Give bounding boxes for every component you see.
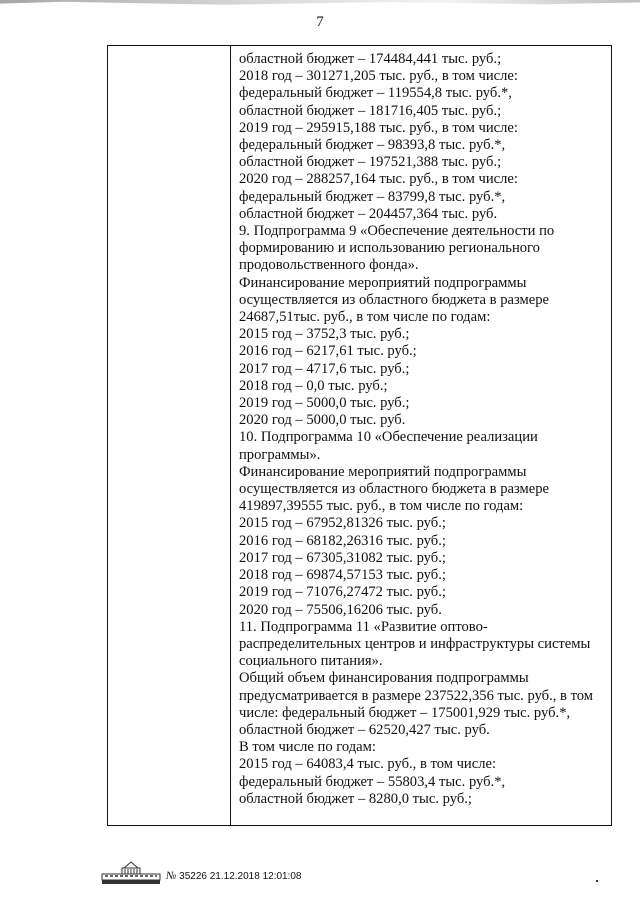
text-line: 2019 год – 5000,0 тыс. руб.; bbox=[239, 395, 410, 412]
text-line: осуществляется из областного бюджета в размере bbox=[239, 481, 550, 498]
scan-edge-smudge bbox=[0, 0, 640, 6]
text-line: 24687,51тыс. руб., в том числе по годам: bbox=[239, 309, 491, 326]
text-line: областной бюджет – 204457,364 тыс. руб. bbox=[239, 205, 498, 222]
text-line: 2020 год – 5000,0 тыс. руб. bbox=[239, 412, 406, 429]
text-line: социального питания». bbox=[239, 653, 383, 670]
text-line: В том числе по годам: bbox=[239, 739, 376, 756]
text-line: программы». bbox=[239, 446, 321, 463]
registry-number-datetime: 35226 21.12.2018 12:01:08 bbox=[179, 871, 302, 882]
registry-stamp-icon bbox=[100, 860, 162, 886]
text-line: 2018 год – 0,0 тыс. руб.; bbox=[239, 377, 388, 394]
text-line: 2018 год – 69874,57153 тыс. руб.; bbox=[239, 567, 446, 584]
text-line: Общий объем финансирования подпрограммы bbox=[239, 670, 529, 687]
text-line: 2015 год – 64083,4 тыс. руб., в том числе: bbox=[239, 756, 497, 773]
text-line: 2017 год – 67305,31082 тыс. руб.; bbox=[239, 549, 446, 566]
text-line: продовольственного фонда». bbox=[239, 257, 419, 274]
text-line: 2016 год – 6217,61 тыс. руб.; bbox=[239, 343, 417, 360]
text-line: предусматривается в размере 237522,356 тыс. руб., в том bbox=[239, 687, 594, 704]
text-line: Финансирование мероприятий подпрограммы bbox=[239, 463, 527, 480]
text-line: федеральный бюджет – 98393,8 тыс. руб.*, bbox=[239, 137, 506, 154]
text-line: 2017 год – 4717,6 тыс. руб.; bbox=[239, 360, 410, 377]
text-line: распределительных центров и инфраструктуры системы bbox=[239, 635, 591, 652]
table-column-divider bbox=[230, 46, 231, 825]
text-line: областной бюджет – 174484,441 тыс. руб.; bbox=[239, 51, 502, 67]
text-line: областной бюджет – 181716,405 тыс. руб.; bbox=[239, 102, 502, 119]
text-line: федеральный бюджет – 119554,8 тыс. руб.*, bbox=[239, 85, 512, 102]
text-line: федеральный бюджет – 55803,4 тыс. руб.*, bbox=[239, 773, 506, 790]
text-line: 2019 год – 295915,188 тыс. руб., в том числе: bbox=[239, 119, 518, 136]
text-line: 11. Подпрограмма 11 «Развитие оптово- bbox=[239, 618, 488, 635]
text-line: областной бюджет – 62520,427 тыс. руб. bbox=[239, 721, 490, 738]
text-line: федеральный бюджет – 83799,8 тыс. руб.*, bbox=[239, 188, 506, 205]
text-line: числе: федеральный бюджет – 175001,929 тыс. руб.*, bbox=[239, 704, 571, 721]
text-line: 2019 год – 71076,27472 тыс. руб.; bbox=[239, 584, 446, 601]
text-line: формированию и использованию регионального bbox=[239, 240, 540, 257]
text-line: осуществляется из областного бюджета в размере bbox=[239, 291, 550, 308]
text-line: 9. Подпрограмма 9 «Обеспечение деятельности по bbox=[239, 223, 555, 240]
text-line: Финансирование мероприятий подпрограммы bbox=[239, 274, 527, 291]
text-line: 2015 год – 3752,3 тыс. руб.; bbox=[239, 326, 410, 343]
number-sign: № bbox=[166, 870, 177, 882]
text-line: 2020 год – 75506,16206 тыс. руб. bbox=[239, 601, 442, 618]
footer-doc-info bbox=[166, 870, 302, 882]
table-cell-text bbox=[239, 51, 611, 808]
text-line: областной бюджет – 8280,0 тыс. руб.; bbox=[239, 790, 472, 807]
text-line: 2018 год – 301271,205 тыс. руб., в том числе: bbox=[239, 68, 518, 85]
text-line: 419897,39555 тыс. руб., в том числе по годам: bbox=[239, 498, 524, 515]
scan-speck bbox=[596, 880, 598, 882]
document-table bbox=[107, 45, 612, 826]
text-line: 2016 год – 68182,26316 тыс. руб.; bbox=[239, 532, 446, 549]
text-line: 2015 год – 67952,81326 тыс. руб.; bbox=[239, 515, 446, 532]
text-line: 2020 год – 288257,164 тыс. руб., в том числе: bbox=[239, 171, 518, 188]
text-line: 10. Подпрограмма 10 «Обеспечение реализации bbox=[239, 429, 538, 446]
page-number: 7 bbox=[316, 14, 324, 30]
text-line: областной бюджет – 197521,388 тыс. руб.; bbox=[239, 154, 502, 171]
document-footer bbox=[100, 860, 420, 886]
